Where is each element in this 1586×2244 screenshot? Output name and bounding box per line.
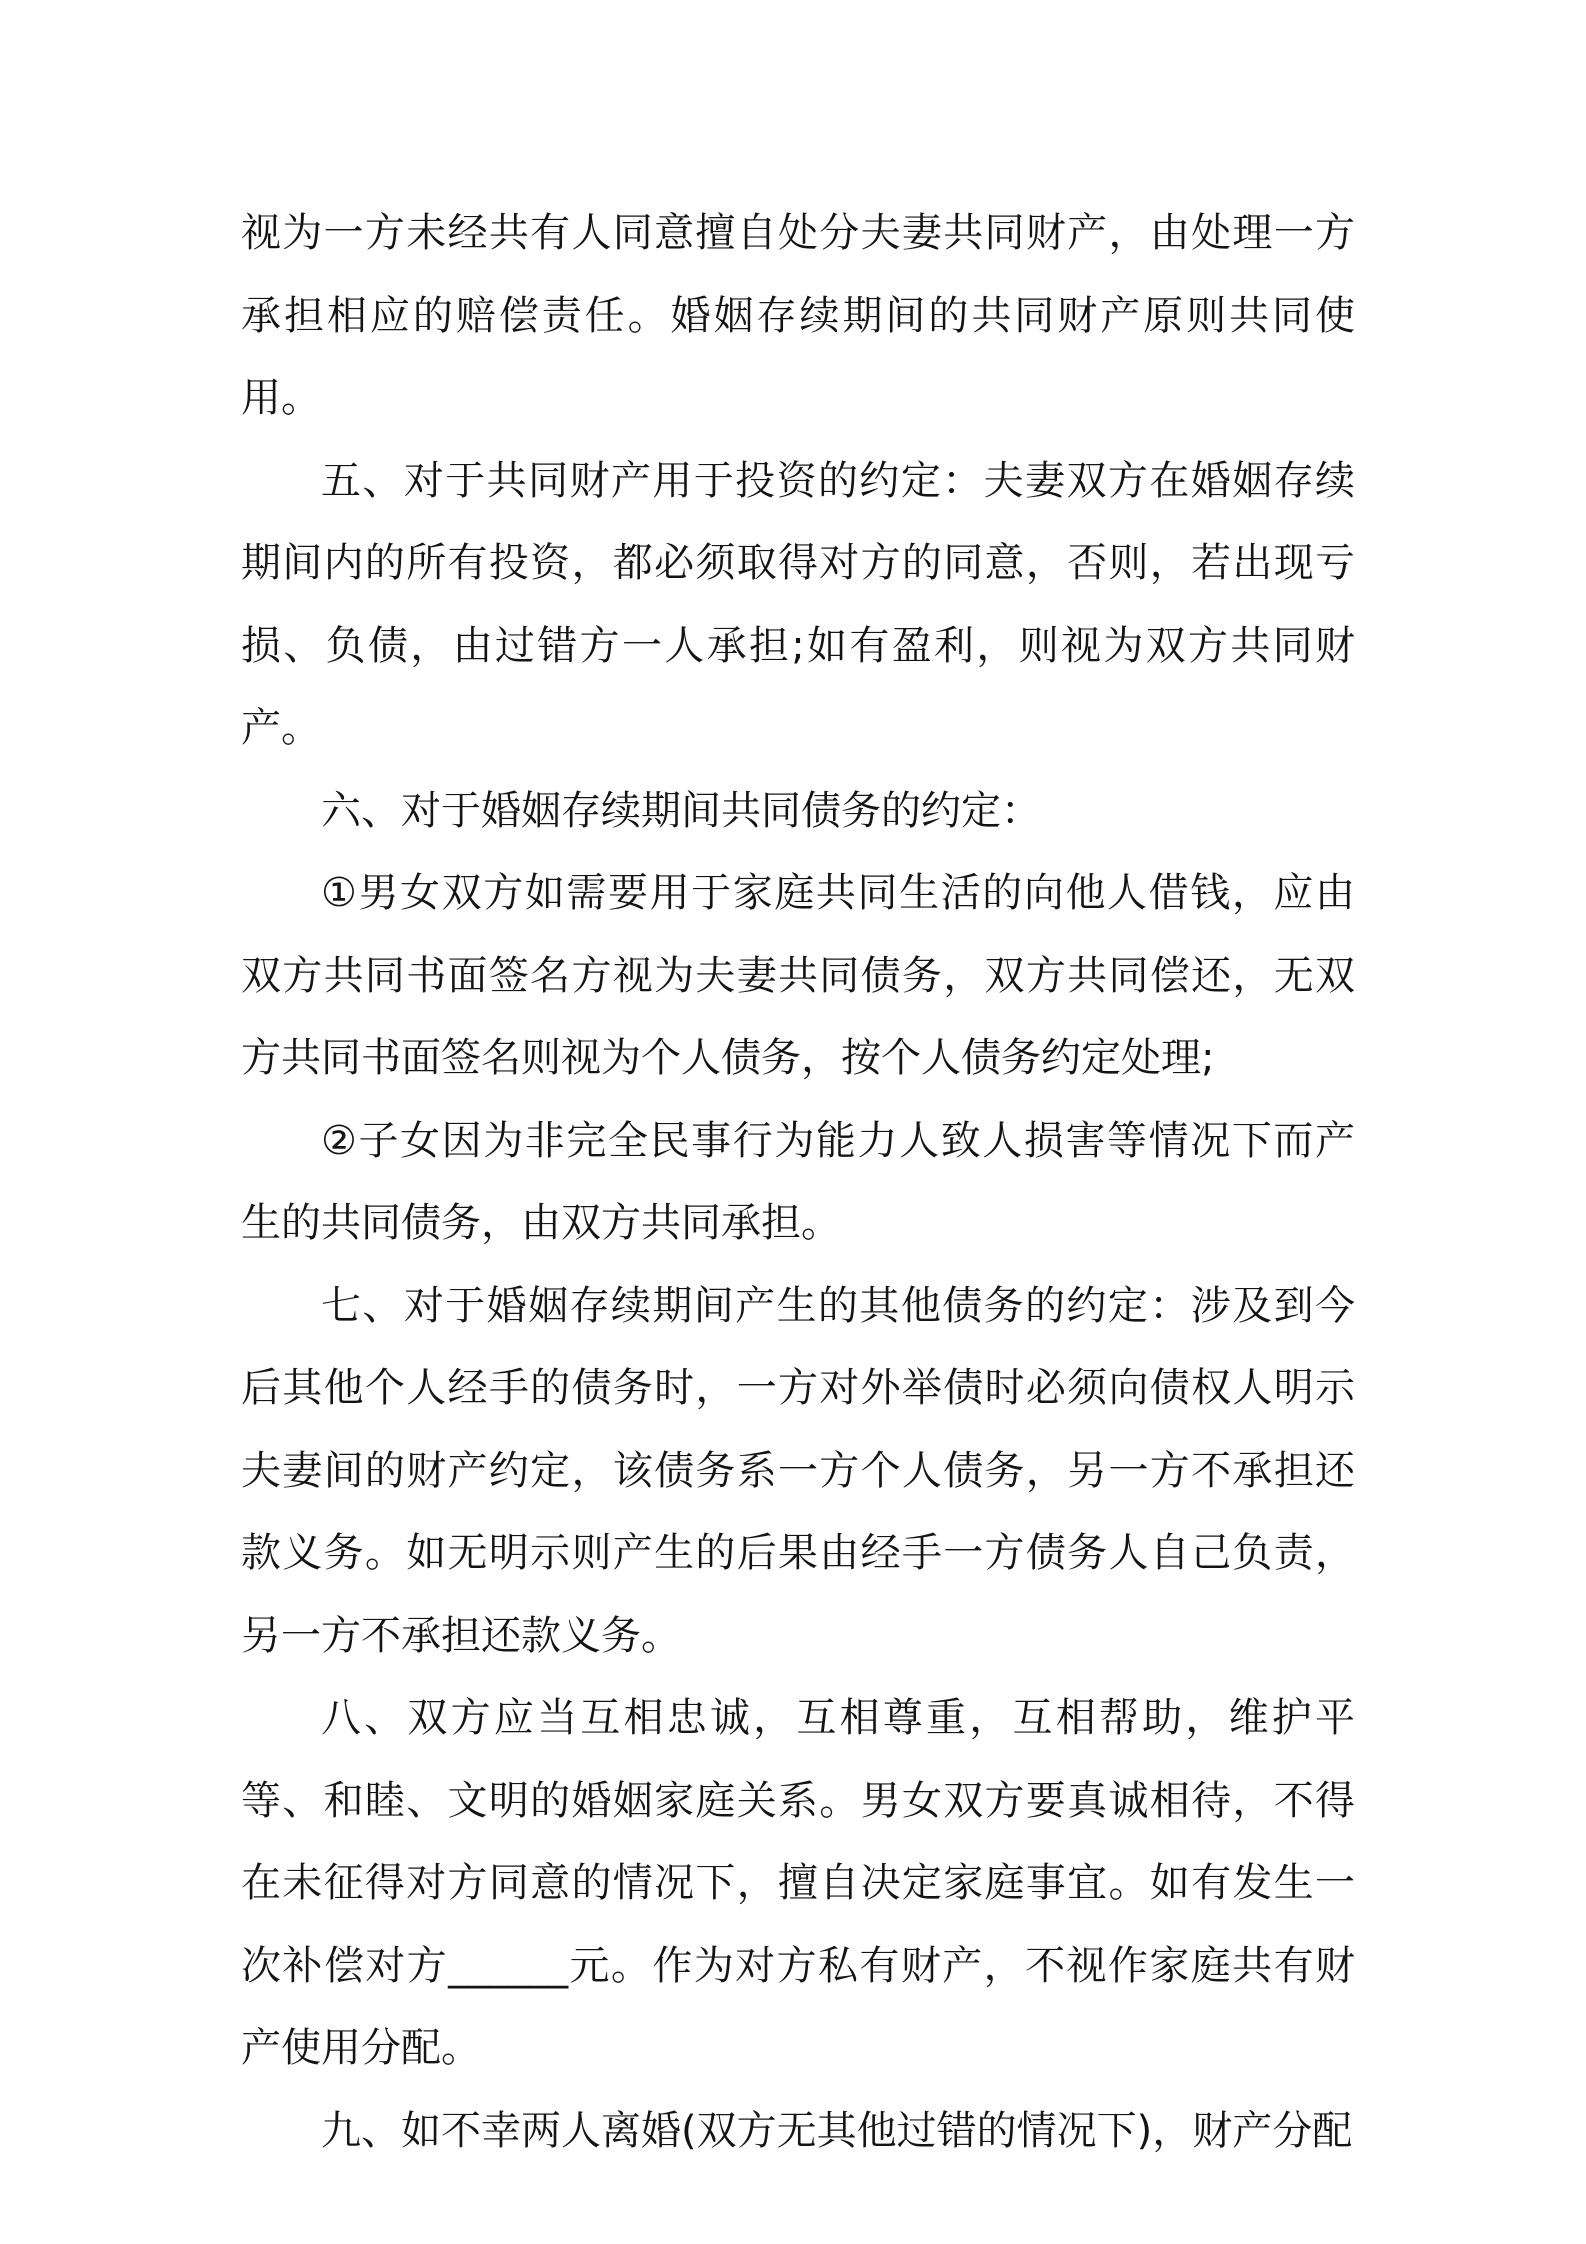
paragraph-clause-7-other-debts: 七、对于婚姻存续期间产生的其他债务的约定：涉及到今后其他个人经手的债务时，一方对外举债时必须向债权人明示夫妻间的财产约定，该债务系一方个人债务，另一方不承担还款义务。如无明示则产生的后果由经手一方债务人自己负责，另一方不承担还款义务。 [241, 1282, 1355, 1659]
paragraph-clause-6-item-1: ①男女双方如需要用于家庭共同生活的向他人借钱，应由双方共同书面签名方视为夫妻共同债务，双方共同偿还，无双方共同书面签名则视为个人债务，按个人债务约定处理; [241, 870, 1355, 1081]
paragraph-clause-5-investment: 五、对于共同财产用于投资的约定：夫妻双方在婚姻存续期间内的所有投资，都必须取得对方的同意，否则，若出现亏损、负债，由过错方一人承担;如有盈利，则视为双方共同财产。 [241, 457, 1355, 751]
paragraph-clause-9-divorce: 九、如不幸两人离婚(双方无其他过错的情况下)，财产分配 [321, 2107, 1353, 2154]
document-body [241, 192, 1355, 2172]
paragraph-clause-6-heading: 六、对于婚姻存续期间共同债务的约定： [321, 787, 1041, 834]
paragraph-continuation: 视为一方未经共有人同意擅自处分夫妻共同财产，由处理一方承担相应的赔偿责任。婚姻存续期间的共同财产原则共同使用。 [241, 210, 1355, 421]
paragraph-clause-6-item-2: ②子女因为非完全民事行为能力人致人损害等情况下而产生的共同债务，由双方共同承担。 [241, 1117, 1355, 1246]
paragraph-clause-8-loyalty: 八、双方应当互相忠诚，互相尊重，互相帮助，维护平等、和睦、文明的婚姻家庭关系。男女双方要真诚相待，不得在未征得对方同意的情况下，擅自决定家庭事宜。如有发生一次补偿对方______元。作为对方私有财产，不视作家庭共有财产使用分配。 [241, 1695, 1355, 2071]
